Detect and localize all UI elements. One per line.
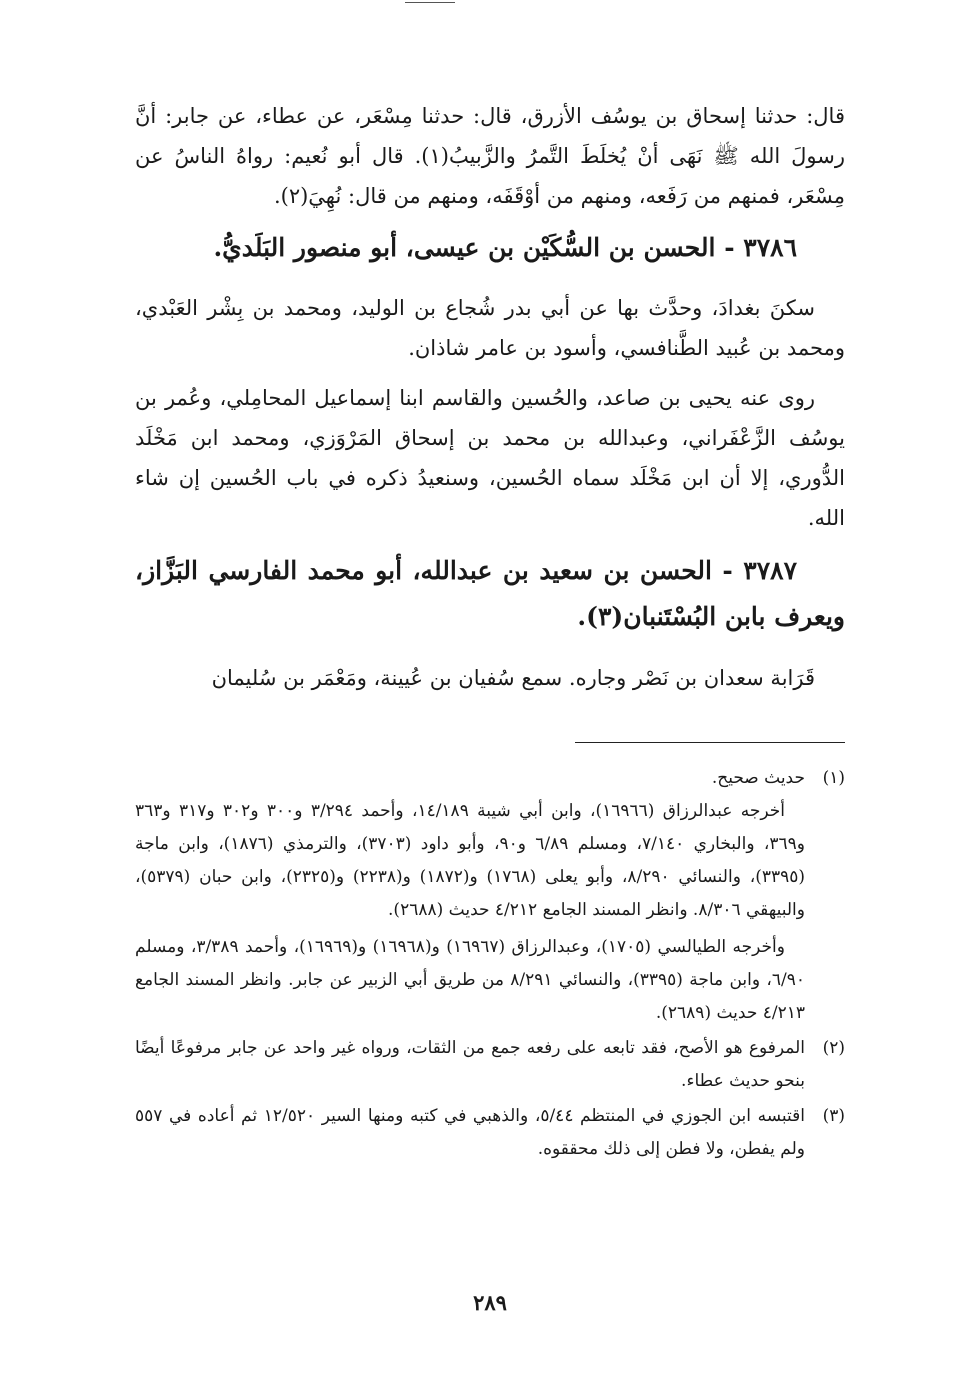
footnote-body <box>135 1032 805 1098</box>
entry-heading-3786: ٣٧٨٦ - الحسن بن السُّكَيْن بن عيسى، أبو منصور البَلَديُّ. <box>213 233 797 262</box>
paragraph-narrators: روى عنه يحيى بن صاعد، والحُسين والقاسم ابنا إسماعيل المحامِلي، وعُمر بن يوسُف الزَّعْفَراني، وعبدالله بن محمد بن إسحاق المَرْوَزي، ومحمد ابن مَخْلَد الدُّوري، إلا أن ابن مَخْلَد سماه الحُسين، وسنعيدُ ذكره في باب الحُسين إن شاء الله. <box>135 386 845 530</box>
footnote-body <box>135 1100 805 1166</box>
footnotes <box>135 762 845 1168</box>
footnote-separator <box>575 742 845 743</box>
paragraph-kinship: قَرَابة سعدان بن نَصْر وجاره. سمع سُفيان بن عُيينة، ومَعْمَر بن سُليمان <box>211 666 815 690</box>
page-number: ٢٨٩ <box>473 1290 507 1315</box>
entry-heading-3787: ٣٧٨٧ - الحسن بن سعيد بن عبدالله، أبو محمد الفارسي البَزَّاز، ويعرف بابن البُسْتَنبان(٣). <box>135 556 845 631</box>
footnote-1 <box>135 762 845 1030</box>
footnote-line: اقتبسه ابن الجوزي في المنتظم ٥/٤٤، والذهبي في كتبه ومنها السير ١٢/٥٢٠ ثم أعاده في ٥٥٧ ولم يفطن، ولا فطن إلى ذلك محققوه. <box>135 1106 805 1159</box>
footnote-body <box>135 762 805 1030</box>
footnote-number: (٣) <box>822 1106 845 1126</box>
footnote-line: المرفوع هو الأصح، فقد تابعه على رفعه جمع من الثقات، ورواه غير واحد عن جابر مرفوعًا أيضًا بنحو حديث عطاء. <box>135 1038 805 1091</box>
footnote-2 <box>135 1032 845 1098</box>
footnote-line: وأخرجه الطيالسي (١٧٠٥)، وعبدالرزاق (١٦٩٦٧) و(١٦٩٦٨) و(١٦٩٦٩)، وأحمد ٣/٣٨٩، ومسلم ٦/٩٠، وابن ماجة (٣٣٩٥)، والنسائي ٨/٢٩١ من طريق أبي الزبير عن جابر. وانظر المسند الجامع ٤/٢١٣ حديث (٢٦٨٩). <box>135 937 805 1023</box>
footnote-3 <box>135 1100 845 1166</box>
top-edge-mark <box>405 2 455 3</box>
main-text <box>135 96 845 708</box>
footnote-line: أخرجه عبدالرزاق (١٦٩٦٦)، وابن أبي شيبة ١٤/١٨٩، وأحمد ٣/٢٩٤ و٣٠٠ و٣٠٢ و٣١٧ و٣٦٣ و٣٦٩، والبخاري ٧/١٤٠، ومسلم ٦/٨٩ و٩٠، وأبو داود (٣٧٠٣)، والترمذي (١٨٧٦)، وابن ماجة (٣٣٩٥)، والنسائي ٨/٢٩٠، وأبو يعلى (١٧٦٨) و(١٨٧٢) و(٢٢٣٨) و(٢٣٢٥)، وابن حبان (٥٣٧٩)، والبيهقي ٨/٣٠٦. وانظر المسند الجامع ٤/٢١٢ حديث (٢٦٨٨). <box>135 801 805 920</box>
footnote-number: (٢) <box>822 1038 845 1058</box>
paragraph-hadith: قال: حدثنا إسحاق بن يوسُف الأزرق، قال: حدثنا مِسْعَر، عن عطاء، عن جابر: أنَّ رسولَ الله ﷺ نَهَى أنْ يُخلَطَ التَّمرُ والزَّبيبُ(١). قال أبو نُعيم: رواهُ الناسُ عن مِسْعَر، فمنهم من رَفَعه، ومنهم من أوْقَفَه، ومنهم من قال: نُهِيَ(٢). <box>135 104 845 208</box>
paragraph-residence: سكنَ بغدادَ، وحدَّث بها عن أبي بدر شُجاع بن الوليد، ومحمد بن بِشْر العَبْدي، ومحمد بن عُبيد الطَّنافسي، وأسود بن عامر شاذان. <box>135 296 845 360</box>
footnote-line: حديث صحيح. <box>711 768 805 788</box>
footnote-number: (١) <box>822 768 845 788</box>
